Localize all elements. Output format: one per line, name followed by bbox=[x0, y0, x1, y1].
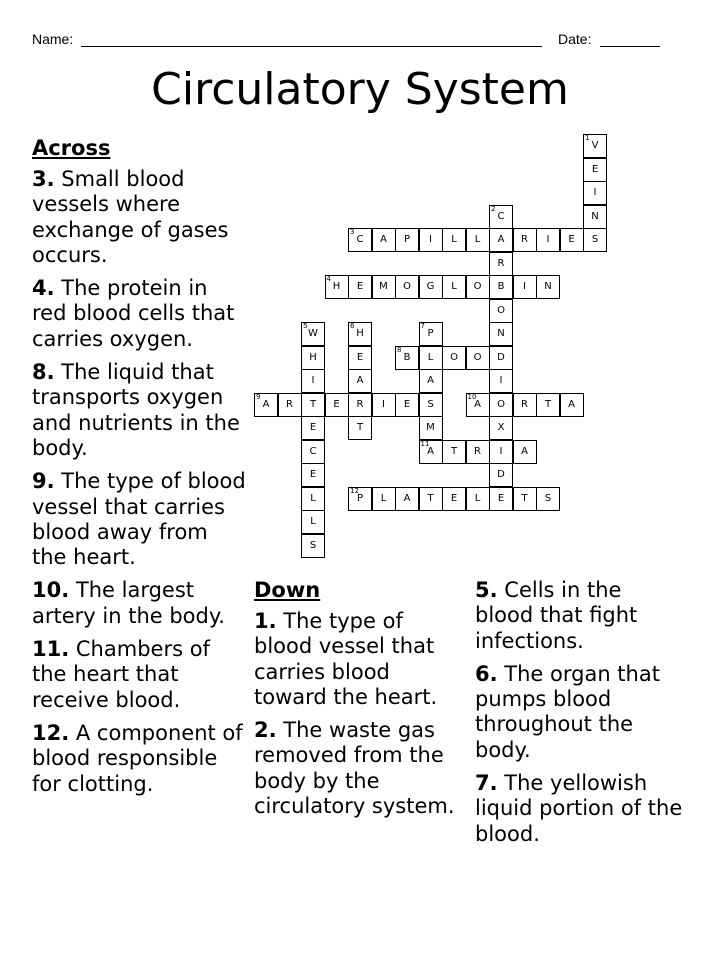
clue-text: Cells in the blood that fight infections. bbox=[475, 578, 638, 653]
grid-cell[interactable] bbox=[348, 393, 372, 417]
cell-letter: E bbox=[356, 281, 364, 292]
grid-cell[interactable] bbox=[442, 487, 466, 511]
grid-cell[interactable] bbox=[348, 228, 372, 252]
across-clue bbox=[32, 469, 246, 570]
cell-letter: T bbox=[356, 422, 364, 433]
cell-letter: A bbox=[262, 398, 270, 410]
grid-cell[interactable] bbox=[489, 416, 513, 440]
cell-letter: I bbox=[382, 398, 385, 410]
header-row bbox=[32, 31, 662, 51]
grid-cell[interactable] bbox=[489, 322, 513, 346]
cell-letter: A bbox=[568, 398, 575, 410]
cell-letter: O bbox=[473, 281, 482, 292]
page-title: Circulatory System bbox=[151, 64, 569, 115]
across-clue bbox=[32, 721, 246, 797]
grid-cell[interactable] bbox=[489, 393, 513, 417]
cell-letter: I bbox=[546, 234, 550, 245]
grid-cell[interactable] bbox=[301, 487, 325, 511]
clue-text: The protein in red blood cells that carries oxygen. bbox=[32, 276, 235, 351]
grid-cell[interactable] bbox=[583, 134, 607, 158]
cell-letter: A bbox=[497, 234, 505, 245]
clue-number: 1. bbox=[254, 609, 277, 633]
cell-letter: P bbox=[356, 492, 364, 504]
grid-cell[interactable] bbox=[301, 346, 325, 370]
cell-letter: E bbox=[568, 234, 575, 245]
grid-cell[interactable] bbox=[536, 487, 560, 511]
cell-letter: O bbox=[403, 281, 411, 292]
clue-text: A component of blood responsible for clotting. bbox=[32, 720, 243, 796]
clue-text: The largest artery in the body. bbox=[32, 578, 225, 628]
cell-letter: C bbox=[497, 210, 505, 222]
cell-letter: E bbox=[450, 492, 458, 504]
cell-letter: A bbox=[427, 445, 434, 457]
cell-letter: E bbox=[403, 398, 411, 410]
grid-cell[interactable] bbox=[278, 393, 302, 417]
grid-cell[interactable] bbox=[513, 440, 537, 464]
clue-text: The liquid that transports oxygen and nutrients in the body. bbox=[32, 360, 240, 460]
clue-text: Chambers of the heart that receive blood. bbox=[32, 637, 210, 712]
cell-letter: C bbox=[356, 234, 364, 245]
grid-cell[interactable] bbox=[466, 393, 490, 417]
cell-letter: L bbox=[310, 516, 316, 527]
cell-number: 9 bbox=[256, 392, 261, 401]
grid-cell[interactable] bbox=[466, 346, 490, 370]
cell-letter: L bbox=[310, 492, 316, 504]
grid-cell[interactable] bbox=[489, 487, 513, 511]
down-clue bbox=[254, 718, 464, 819]
grid-cell[interactable] bbox=[301, 393, 325, 417]
grid-cell[interactable] bbox=[489, 228, 513, 252]
grid-cell[interactable] bbox=[348, 369, 372, 393]
cell-letter: O bbox=[450, 351, 458, 363]
cell-letter: E bbox=[333, 398, 340, 410]
grid-cell[interactable] bbox=[301, 440, 325, 464]
cell-letter: D bbox=[497, 469, 505, 480]
grid-cell[interactable] bbox=[301, 416, 325, 440]
cell-letter: L bbox=[451, 234, 457, 245]
cell-letter: I bbox=[311, 375, 315, 386]
grid-cell[interactable] bbox=[513, 393, 537, 417]
across-clue bbox=[32, 360, 246, 461]
grid-cell[interactable] bbox=[395, 228, 419, 252]
cell-number: 1 bbox=[585, 134, 590, 142]
grid-cell[interactable] bbox=[489, 440, 513, 464]
grid-cell[interactable] bbox=[301, 463, 325, 487]
grid-cell[interactable] bbox=[583, 181, 607, 205]
clue-number: 6. bbox=[475, 661, 498, 686]
clue-number: 3. bbox=[32, 167, 55, 191]
cell-number: 7 bbox=[420, 322, 425, 330]
cell-letter: P bbox=[403, 234, 411, 245]
down-clue bbox=[254, 609, 464, 710]
grid-cell[interactable] bbox=[301, 510, 325, 534]
cell-letter: S bbox=[544, 492, 552, 504]
cell-letter: R bbox=[474, 445, 481, 457]
grid-cell[interactable] bbox=[466, 440, 490, 464]
clue-number: 11. bbox=[32, 637, 70, 662]
grid-cell[interactable] bbox=[489, 369, 513, 393]
clue-text: The waste gas removed from the body by the circulatory system. bbox=[254, 718, 455, 819]
cell-letter: S bbox=[591, 234, 599, 245]
cell-letter: E bbox=[591, 163, 599, 175]
down-clue bbox=[475, 662, 685, 763]
cell-letter: H bbox=[332, 281, 341, 292]
across-clue bbox=[32, 578, 246, 629]
clue-text: The yellowish liquid portion of the blood. bbox=[475, 771, 683, 846]
cell-number: 5 bbox=[303, 322, 308, 330]
cell-number: 3 bbox=[350, 228, 355, 236]
grid-cell[interactable] bbox=[395, 346, 419, 370]
cell-letter: A bbox=[380, 234, 387, 245]
cell-letter: T bbox=[544, 398, 552, 410]
clue-number: 12. bbox=[32, 720, 70, 745]
cell-letter: W bbox=[308, 328, 318, 339]
grid-cell[interactable] bbox=[489, 275, 513, 299]
grid-cell[interactable] bbox=[489, 463, 513, 487]
cell-letter: N bbox=[544, 281, 552, 292]
cell-number: 2 bbox=[491, 204, 496, 213]
cell-letter: E bbox=[309, 422, 317, 433]
grid-cell[interactable] bbox=[513, 275, 537, 299]
cell-letter: I bbox=[499, 375, 503, 386]
cell-letter: M bbox=[426, 422, 435, 433]
cell-letter: A bbox=[427, 375, 434, 386]
down-clues-continued bbox=[475, 578, 685, 855]
cell-letter: L bbox=[474, 234, 481, 245]
grid-cell[interactable] bbox=[419, 322, 443, 346]
grid-cell[interactable] bbox=[466, 228, 490, 252]
grid-cell[interactable] bbox=[442, 440, 466, 464]
grid-cell[interactable] bbox=[489, 205, 513, 229]
cell-letter: P bbox=[427, 328, 434, 339]
grid-cell[interactable] bbox=[466, 275, 490, 299]
cell-letter: R bbox=[521, 398, 528, 410]
clue-number: 4. bbox=[32, 276, 55, 301]
grid-cell[interactable] bbox=[466, 487, 490, 511]
grid-cell[interactable] bbox=[301, 369, 325, 393]
cell-letter: A bbox=[521, 445, 528, 457]
grid-cell[interactable] bbox=[348, 346, 372, 370]
grid-cell[interactable] bbox=[395, 275, 419, 299]
cell-letter: X bbox=[497, 422, 505, 433]
clue-text: The type of blood vessel that carries blood away from the heart. bbox=[32, 469, 246, 570]
grid-cell[interactable] bbox=[325, 275, 349, 299]
grid-cell[interactable] bbox=[560, 393, 584, 417]
grid-cell[interactable] bbox=[325, 393, 349, 417]
cell-letter: M bbox=[379, 281, 388, 292]
cell-letter: S bbox=[427, 398, 434, 410]
grid-cell[interactable] bbox=[442, 275, 466, 299]
cell-number: 11 bbox=[420, 439, 430, 448]
cell-letter: L bbox=[474, 492, 481, 504]
down-heading: Down bbox=[254, 578, 321, 602]
cell-letter: L bbox=[427, 351, 434, 363]
grid-cell[interactable] bbox=[536, 275, 560, 299]
cell-letter: I bbox=[429, 234, 432, 245]
grid-cell[interactable] bbox=[489, 346, 513, 370]
cell-letter: A bbox=[356, 375, 364, 386]
clue-text: The organ that pumps blood throughout the body. bbox=[475, 661, 660, 762]
cell-letter: I bbox=[523, 281, 526, 292]
cell-letter: B bbox=[403, 351, 411, 363]
grid-cell[interactable] bbox=[442, 346, 466, 370]
clue-text: Small blood vessels where exchange of gases occurs. bbox=[32, 167, 229, 267]
grid-cell[interactable] bbox=[419, 346, 443, 370]
cell-letter: O bbox=[497, 304, 505, 316]
down-clue bbox=[475, 771, 685, 847]
grid-cell[interactable] bbox=[419, 487, 443, 511]
grid-cell[interactable] bbox=[372, 228, 396, 252]
grid-cell[interactable] bbox=[489, 299, 513, 323]
grid-cell[interactable] bbox=[395, 393, 419, 417]
cell-letter: E bbox=[497, 492, 505, 504]
clue-number: 5. bbox=[475, 578, 498, 602]
cell-letter: E bbox=[309, 469, 317, 480]
cell-number: 4 bbox=[326, 275, 331, 283]
grid-cell[interactable] bbox=[513, 228, 537, 252]
cell-letter: R bbox=[497, 257, 505, 269]
date-field[interactable] bbox=[600, 46, 660, 47]
cell-letter: E bbox=[356, 351, 364, 363]
cell-letter: A bbox=[474, 398, 481, 410]
cell-letter: T bbox=[521, 492, 528, 504]
date-label: Date: bbox=[558, 31, 592, 47]
across-clue bbox=[32, 276, 246, 352]
grid-cell[interactable] bbox=[348, 416, 372, 440]
grid-cell[interactable] bbox=[301, 322, 325, 346]
name-field[interactable] bbox=[81, 46, 542, 47]
cell-letter: I bbox=[499, 445, 503, 457]
cell-number: 10 bbox=[467, 392, 477, 401]
clue-text: The type of blood vessel that carries blood toward the heart. bbox=[254, 609, 438, 709]
cell-letter: D bbox=[497, 351, 505, 363]
grid-cell[interactable] bbox=[560, 228, 584, 252]
cell-letter: H bbox=[356, 328, 364, 339]
cell-letter: N bbox=[591, 210, 599, 222]
name-label: Name: bbox=[32, 31, 74, 47]
cell-number: 8 bbox=[397, 345, 402, 354]
grid-cell[interactable] bbox=[419, 275, 443, 299]
grid-cell[interactable] bbox=[419, 416, 443, 440]
cell-letter: N bbox=[497, 328, 505, 339]
grid-cell[interactable] bbox=[583, 228, 607, 252]
cell-letter: O bbox=[497, 398, 505, 410]
grid-cell[interactable] bbox=[372, 393, 396, 417]
cell-number: 12 bbox=[350, 486, 359, 495]
across-clues bbox=[32, 136, 246, 805]
grid-cell[interactable] bbox=[489, 252, 513, 276]
grid-cell[interactable] bbox=[254, 393, 278, 417]
cell-number: 6 bbox=[350, 322, 355, 330]
cell-letter: R bbox=[356, 398, 364, 410]
grid-cell[interactable] bbox=[419, 369, 443, 393]
across-clue bbox=[32, 167, 246, 268]
grid-cell[interactable] bbox=[513, 487, 537, 511]
cell-letter: L bbox=[380, 492, 387, 504]
grid-cell[interactable] bbox=[419, 393, 443, 417]
cell-letter: O bbox=[473, 351, 482, 363]
grid-cell[interactable] bbox=[348, 275, 372, 299]
grid-cell[interactable] bbox=[536, 228, 560, 252]
grid-cell[interactable] bbox=[348, 487, 372, 511]
across-heading: Across bbox=[32, 136, 111, 160]
grid-cell[interactable] bbox=[442, 228, 466, 252]
grid-cell[interactable] bbox=[395, 487, 419, 511]
cell-letter: L bbox=[451, 281, 457, 292]
clue-number: 9. bbox=[32, 469, 55, 494]
grid-cell[interactable] bbox=[348, 322, 372, 346]
cell-letter: T bbox=[427, 492, 434, 504]
grid-cell[interactable] bbox=[583, 158, 607, 182]
grid-cell[interactable] bbox=[419, 440, 443, 464]
grid-cell[interactable] bbox=[583, 205, 607, 229]
cell-letter: C bbox=[309, 445, 317, 457]
clue-number: 10. bbox=[32, 578, 70, 603]
down-clue bbox=[475, 578, 685, 654]
clue-number: 2. bbox=[254, 718, 277, 743]
clue-number: 8. bbox=[32, 360, 55, 385]
grid-cell[interactable] bbox=[301, 534, 325, 558]
cell-letter: I bbox=[593, 187, 597, 198]
cell-letter: S bbox=[309, 539, 317, 551]
cell-letter: V bbox=[591, 140, 599, 151]
grid-cell[interactable] bbox=[536, 393, 560, 417]
cell-letter: B bbox=[497, 281, 505, 292]
cell-letter: G bbox=[426, 281, 435, 292]
cell-letter: H bbox=[309, 351, 317, 363]
grid-cell[interactable] bbox=[372, 275, 396, 299]
cell-letter: T bbox=[309, 398, 317, 410]
clue-number: 7. bbox=[475, 771, 498, 796]
cell-letter: R bbox=[286, 398, 293, 410]
down-clues bbox=[254, 578, 464, 827]
cell-letter: T bbox=[450, 445, 458, 457]
grid-cell[interactable] bbox=[419, 228, 443, 252]
cell-letter: A bbox=[403, 492, 411, 504]
cell-letter: R bbox=[521, 234, 528, 245]
grid-cell[interactable] bbox=[372, 487, 396, 511]
across-clue bbox=[32, 637, 246, 713]
